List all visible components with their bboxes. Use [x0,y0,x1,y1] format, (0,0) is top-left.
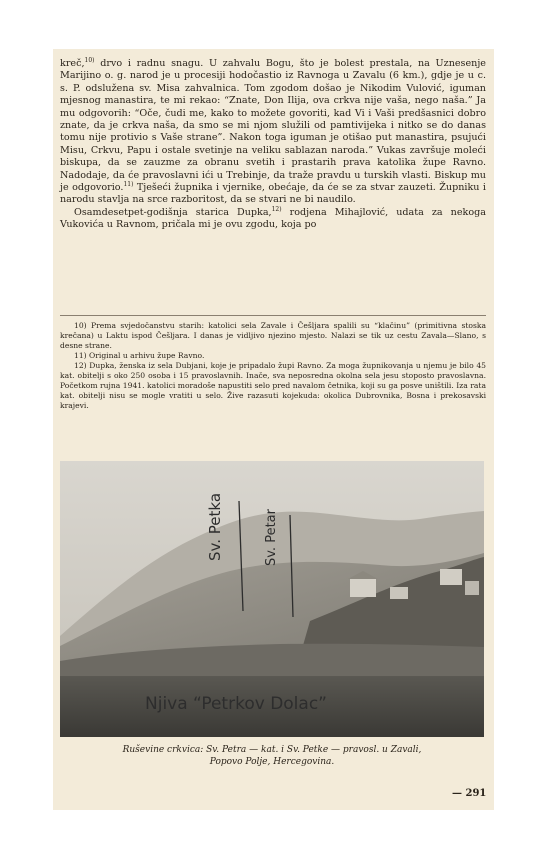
page-number: — 291 [452,788,487,799]
footnotes [60,321,486,411]
footnote-ref-10: 10) [84,56,95,64]
footnote-divider [60,315,486,316]
main-text [60,58,486,232]
label-sv-petka: Sv. Petka [206,492,224,561]
label-field-name: Njiva “Petrkov Dolac” [145,694,327,714]
footnote-11: 11) Original u arhivu župe Ravno. [74,351,205,360]
photo-illustration [60,461,484,737]
paragraph-1: kreč,$^{10)}$ drvo i radnu snagu. U zahvalu Bogu, što je bolest prestala, na Uznesenje Marijino o. g. narod je u procesiji hodočastio iz Ravnoga u Zavalu (6 km.), gdje je u c. s. P. odslužena sv. Misa zahvalnica. Tom zgodom došao je Nikodim Vulović, iguman mjesnog manastira, te mi rekao: “Znate, Don Ilija, ova crkva nije vaša, nego naša.” Ja mu odgovorih: “Oče, čudi me, kako to možete govoriti, kad Vi i Vaši predšasnici dobro znate, da je crkva naša, da smo se mi njom služili od pamtivijeka i nitko se do danas tomu nije protivio s Vaše strane”. Nakon toga iguman je otišao put manastira, psujući Misu, Crkvu, Papu i ostale svetinje na veliku sablazan naroda.” Vukas završuje moleći biskupa, da se zauzme za obranu svetih i prastarih prava katolika župe Ravno. Nadodaje, da će pravoslavni ići u Trebinje, da traže pravdu u turskih vlasti. Biskup mu je odgovorio.$^{11)}$ Tješeći župnika i vjernike, obećaje, da će se za stvar zauzeti. Župniku i narodu stavlja na srce razboritost, da se stvari ne bi naudilo. [60,56,486,206]
footnote-10: 10) Prema svjedočanstvu starih: katolici sela Zavale i Češljara spalili su “klačinu” (primitivna stoska krečana) u Laktu ispod Češljara. I danas je vidljivo njezino mjesto. Nalazi se tik uz cestu Zavala—Slano, s desne strane. [60,321,486,350]
footnote-12: 12) Dupka, ženska iz sela Dubjani, koje je pripadalo župi Ravno. Za moga župnikovanja u njemu je bilo 45 kat. obitelji s oko 250 osoba i 15 pravoslavnih. Inače, sva neposredna okolna sela jesu stoposto pravoslavna. Početkom rujna 1941. katolici moradoše napustiti selo pred navalom četnika, koji su ga posve uništili. Iza rata kat. obitelji nisu se mogle vratiti u selo. Žive razasuti kojekuda: okolica Dubrovnika, Bosna i prekosavski krajevi. [60,361,486,410]
caption-line-1: Ruševine crkvica: Sv. Petra — kat. i Sv. Petke — pravosl. u Zavali, [122,745,422,755]
caption-line-2: Popovo Polje, Hercegovina. [209,757,335,767]
label-sv-petar: Sv. Petar [264,509,279,566]
paragraph-2: Osamdesetpet-godišnja starica Dupka,$^{12)}$ rodjena Mihajlović, udata za nekoga Vukovića u Ravnom, pričala mi je ovu zgodu, koja po [60,205,486,231]
footnote-ref-11: 11) [123,180,134,188]
footnote-ref-12: 12) [271,205,282,213]
photograph [60,461,484,737]
photo-caption [60,744,484,768]
